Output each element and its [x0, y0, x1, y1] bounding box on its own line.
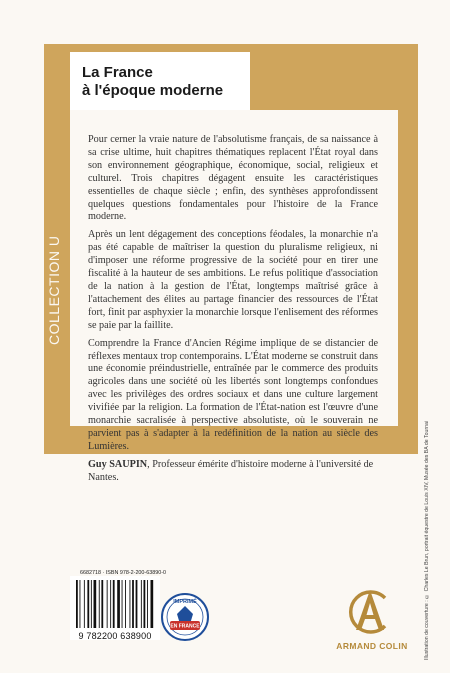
barcode-digits: 9 782200 638900: [78, 631, 152, 641]
barcode-bars: [70, 576, 160, 632]
blurb: [88, 134, 378, 459]
blurb-paragraph: Pour cerner la vraie nature de l'absolutisme français, de sa naissance à sa crise ultime, huit chapitres thématiques replacent l'État royal dans son environnement géographique, économique, social, religieux et culturel. Trois chapitres dégagent ensuite les caractéristiques essentielles de chaque siècle ; enfin, des synthèses approfondissent quelques questions fondamentales pour l'histoire de la France moderne.: [88, 134, 378, 223]
author-note: [88, 458, 378, 484]
author-bio: , Professeur émérite d'histoire moderne à l'université de Nantes.: [88, 459, 374, 483]
book-title-line2: à l'époque moderne: [82, 82, 224, 99]
imprime-en-france-badge: [160, 592, 210, 642]
logo-graphic: [340, 586, 400, 636]
illustration-credit: Illustration de couverture : © Charles Le Brun, portrait équestre de Louis XIV, Musée des BA de Tournai: [424, 421, 430, 660]
frame-right-bar: [398, 44, 418, 454]
book-title: [82, 64, 252, 100]
badge-graphic: [160, 592, 210, 642]
publisher-name: ARMAND COLIN: [336, 641, 408, 651]
badge-bottom-text: EN FRANCE: [170, 623, 200, 630]
isbn-line: 6682718 · ISBN 978-2-200-63890-0: [80, 570, 167, 576]
author-name: Guy SAUPIN: [88, 459, 148, 470]
badge-top-text: IMPRIMÉ: [173, 599, 197, 605]
collection-label: COLLECTION U: [46, 235, 62, 345]
book-title-line1: La France: [82, 64, 153, 81]
blurb-paragraph: Comprendre la France d'Ancien Régime implique de se distancier de réflexes mentaux trop contemporains. L'État moderne se construit dans une économie préindustrielle, entraînée par le commerce des produits agricoles dans une société où les libertés sont longtemps confondues avec les privilèges des ordres sociaux et dans une culture largement vivifiée par la religion. La formation de l'État-nation est l'œuvre d'une monarchie sacralisée à perspective absolutiste, où le souverain ne parvient pas à s'adapter à la redéfinition de la nation au siècle des Lumières.: [88, 337, 378, 452]
armand-colin-logo-icon: [340, 586, 400, 636]
blurb-paragraph: Après un lent dégagement des conceptions féodales, la monarchie n'a pas été capable de maîtriser la question du pluralisme religieux, ni d'imposer une réforme progressive de la société pour en tirer une fiscalité à la hauteur de ses ambitions. Le refus politique d'association de la nation à la gestion de l'État, longtemps maîtrisé grâce à l'attachement des élites au partage financier des ressources de l'État fort, finit par asphyxier la monarchie lorsque l'enlisement des réformes se paie par la faillite.: [88, 229, 378, 331]
